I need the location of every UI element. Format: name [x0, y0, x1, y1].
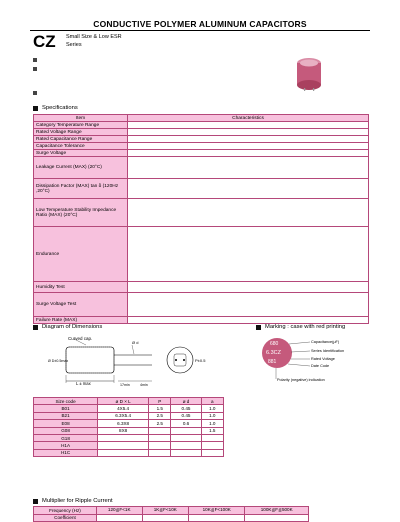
- table-row: Leakage Current (MAX) (20°C): [34, 157, 369, 179]
- bullet-icon: [33, 58, 37, 62]
- marking-label-series: Series Identification: [311, 349, 345, 353]
- table-row: H1A: [34, 442, 224, 449]
- table-row: H1C: [34, 449, 224, 456]
- marking-heading: Marking : case with red printing: [256, 324, 345, 330]
- section-bullet-icon: [33, 106, 38, 111]
- specifications-heading: Specifications: [33, 105, 78, 111]
- table-header-row: Size code ø D × L P ø d a: [34, 398, 224, 405]
- table-row: G08 8X8 1.5: [34, 427, 224, 434]
- capacitor-photo: [295, 57, 323, 91]
- curved-cap-label: Curved cap.: [68, 336, 93, 341]
- table-row: Humidity Test: [34, 282, 369, 293]
- title-divider: [30, 30, 370, 31]
- table-row: Dissipation Factor (MAX) tan δ (120Hz ,20°C): [34, 179, 369, 199]
- marking-diagram: [262, 335, 387, 385]
- pitch-label: P±0.5: [195, 358, 206, 363]
- marking-label-voltage: Rated Voltage: [311, 357, 335, 361]
- table-row: Category Temperature Range: [34, 122, 369, 129]
- marking-date: 881: [268, 359, 277, 365]
- table-row: Low Temperature Stability Impedance Ratio (MAX) (20°C): [34, 199, 369, 227]
- table-header-row: [34, 115, 369, 122]
- series-line-2: Series: [66, 42, 82, 48]
- marking-label-date: Date Code: [311, 364, 330, 368]
- bullet-icon: [33, 67, 37, 71]
- marking-label-polarity: Polarity (negative) indication: [277, 378, 325, 382]
- table-row: B21 6.3X5.4 2.5 0.45 1.0: [34, 412, 224, 419]
- header-characteristics: Characteristics: [128, 115, 369, 122]
- table-row: G18: [34, 434, 224, 441]
- marking-label-capacitance: Capacitance(μF): [311, 340, 340, 344]
- bullet-icon: [33, 91, 37, 95]
- table-row: Surge Voltage Test: [34, 293, 369, 317]
- table-row: Coefficient: [34, 514, 309, 522]
- multiplier-heading: Multiplier for Ripple Current: [33, 498, 113, 504]
- series-line-1: Small Size & Low ESR: [66, 34, 122, 40]
- series-code: CZ: [33, 32, 56, 51]
- table-row: Failure Rate (MAX): [34, 317, 369, 324]
- table-row: Surge Voltage: [34, 150, 369, 157]
- section-bullet-icon: [256, 325, 261, 330]
- dimension-diagram: [48, 335, 217, 390]
- lead-diameter-label: Ø d: [132, 340, 139, 345]
- dimensions-heading: Diagram of Dimensions: [33, 324, 102, 330]
- section-bullet-icon: [33, 499, 38, 504]
- feature-item: [33, 91, 41, 95]
- length-label: L ± max: [76, 381, 91, 386]
- table-row: B01 4X5.4 1.5 0.45 1.0: [34, 405, 224, 412]
- table-row: Rated Capacitance Range: [34, 136, 369, 143]
- page-title: CONDUCTIVE POLYMER ALUMINUM CAPACITORS: [93, 19, 307, 29]
- marking-capacitance: 680: [270, 341, 279, 347]
- series-description: [66, 33, 122, 49]
- table-row: Capacitance Tolerance: [34, 143, 369, 150]
- multiplier-table: [33, 506, 309, 522]
- diameter-label: Ø D±0.5max: [48, 359, 69, 363]
- feature-item: [33, 58, 41, 62]
- marking-series: 6.3CZ: [266, 350, 281, 356]
- header-item: Item: [34, 115, 128, 122]
- table-row: Rated Voltage Range: [34, 129, 369, 136]
- specifications-table: [33, 114, 369, 324]
- table-row: E08 6.3X8 2.5 0.6 1.0: [34, 420, 224, 427]
- table-row: Endurance: [34, 227, 369, 282]
- lead-gap-label: 4min: [140, 383, 148, 387]
- size-table: [33, 397, 224, 457]
- section-bullet-icon: [33, 325, 38, 330]
- lead-length-label: 17min: [120, 383, 130, 387]
- feature-item: [33, 67, 41, 71]
- table-header-row: Frequency (Hz) 120≦F<1K 1K≦F<10K 10K≦F<100K 100K≦F≦500K: [34, 507, 309, 515]
